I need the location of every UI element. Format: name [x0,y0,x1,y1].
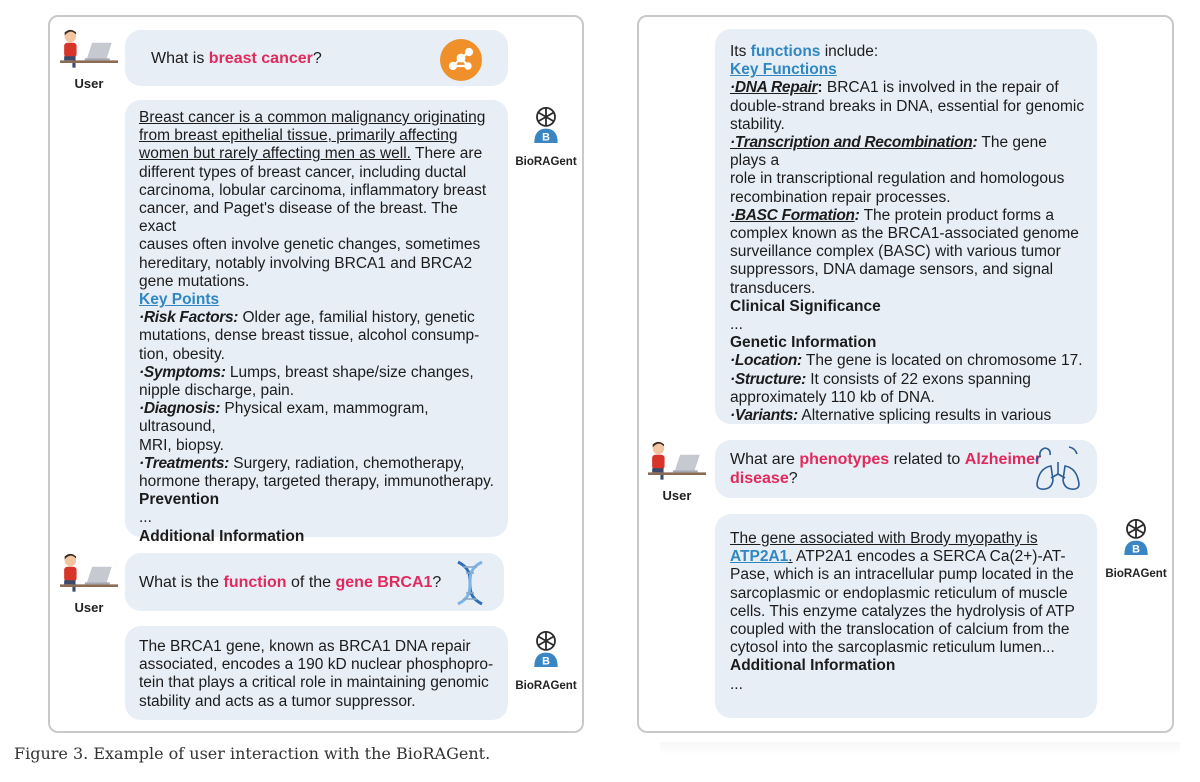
user-label: User [74,600,104,615]
panel-shadow [660,742,1180,756]
additional-info-heading: Additional Information [139,527,305,545]
respiratory-lungs-icon [1031,444,1085,494]
question-text: What is breast cancer? [151,49,322,67]
bot-answer-alzheimer: The gene associated with Brody myopathy is ATP2A1. ATP2A1 encodes a SERCA Ca(2+)-AT- Pase, which is an intracellular pump located in the sarcoplasmic or endoplasmic reticulum of muscle cells. This enzyme catalyzes the hydrolysis of ATP coupled with the translocation of calcium from the cytosol into the sarcoplasmic reticulum lumen... Additional Information ... [715,514,1097,718]
figure-caption: Figure 3. Example of user interaction with the BioRAGent. [14,744,491,763]
user-avatar [642,440,712,503]
key-functions-heading: Key Functions [730,61,837,79]
user-question-breast-cancer [125,30,508,86]
bioragent-logo-icon [528,624,564,674]
bot-label: BioRAGent [515,680,577,692]
bot-answer-brca1-continued: Its functions include: Key Functions ·DNA Repair: BRCA1 is involved in the repair of double-strand breaks in DNA, essential for genomic stability. ·Transcription and Recombination: The gene plays a role in transcriptional regulation and homologous recombination repair processes. ·BASC Formation: The protein product forms a complex known as the BRCA1-associated genome surveillance complex (BASC) with various tumor suppressors, DNA damage sensors, and signal transducers. Clinical Significance ... Genetic Information ·Location: The gene is located on chromosome 17. ·Structure: It consists of 22 exons spanning approximately 110 kb of DNA. ·Variants: Alternative splicing results in various [715,29,1097,424]
user-at-laptop-icon [60,552,118,594]
user-label: User [74,76,104,91]
prevention-heading: Prevention [139,491,220,509]
question-text: What is the function of the gene BRCA1? [139,573,442,591]
bioragent-logo-icon [528,100,564,150]
user-at-laptop-icon [648,440,706,482]
user-avatar [54,28,124,91]
gene-link-atp2a1[interactable]: ATP2A1 [730,548,789,566]
bot-label: BioRAGent [515,156,577,168]
user-question-alzheimer: What are phenotypes related to Alzheimer disease? [715,440,1097,498]
bot-avatar [511,100,581,168]
user-at-laptop-icon [60,28,118,70]
genetic-information-heading: Genetic Information [730,334,877,352]
additional-info-heading: Additional Information [730,657,896,675]
bot-answer-breast-cancer: Breast cancer is a common malignancy originating from breast epithelial tissue, primarily affecting women but rarely affecting men as well. There are different types of breast cancer, including ductal carcinoma, lobular carcinoma, inflammatory breast cancer, and Paget's disease of the breast. The exact causes often involve genetic changes, sometimes hereditary, notably involving BRCA1 and BRCA2 gene mutations. Key Points ·Risk Factors: Older age, familial history, genetic mutations, dense breast tissue, alcohol consump- tion, obesity. ·Symptoms: Lumps, breast shape/size changes, nipple discharge, pain. ·Diagnosis: Physical exam, mammogram, ultrasound, MRI, biopsy. ·Treatments: Surgery, radiation, chemotherapy, hormone therapy, targeted therapy, immunotherapy. Prevention ... Additional Information [125,100,508,537]
bot-label: BioRAGent [1105,568,1167,580]
user-question-brca1 [125,553,504,611]
key-points-heading: Key Points [139,291,220,309]
bioragent-logo-icon [1118,512,1154,562]
bot-avatar [511,624,581,692]
dna-helix-icon [450,558,490,608]
bot-answer-brca1: The BRCA1 gene, known as BRCA1 DNA repair associated, encodes a 190 kD nuclear phosphopro- tein that plays a critical role in maintaining genomic stability and acts as a tumor suppressor. [125,626,508,720]
question-text: What are phenotypes related to Alzheimer [730,451,1042,468]
clinical-significance-heading: Clinical Significance [730,297,881,315]
bot-avatar [1101,512,1171,580]
user-label: User [662,488,692,503]
gene-network-icon [439,38,483,82]
user-avatar [54,552,124,615]
